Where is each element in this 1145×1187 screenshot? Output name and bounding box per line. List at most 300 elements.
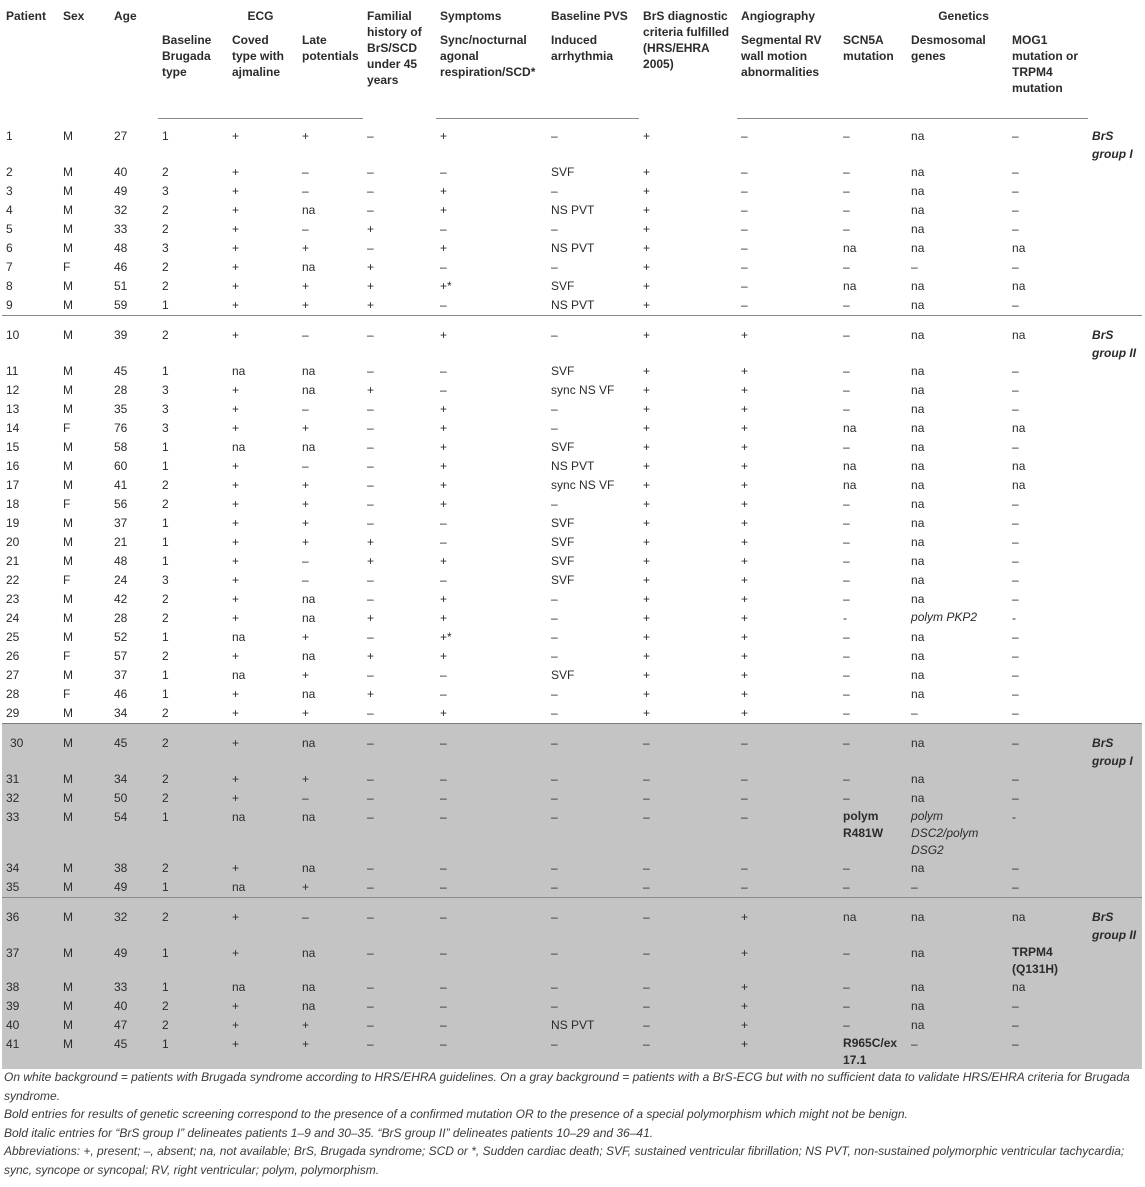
table-cell: – bbox=[839, 770, 907, 789]
table-cell: na bbox=[907, 859, 1008, 878]
col-group-ecg: ECG bbox=[247, 9, 274, 23]
table-cell: + bbox=[440, 648, 448, 663]
col-induced-arrhythmia: Induced arrhythmia bbox=[547, 30, 639, 119]
table-cell: na bbox=[911, 629, 925, 644]
table-cell: 2 bbox=[162, 278, 169, 293]
table-cell: – bbox=[440, 686, 447, 701]
table-cell: + bbox=[302, 477, 310, 492]
table-cell: F bbox=[63, 648, 71, 663]
table-cell: M bbox=[59, 723, 110, 770]
table-cell: 2 bbox=[162, 259, 169, 274]
table-cell: – bbox=[367, 515, 374, 530]
table-cell: 1 bbox=[158, 978, 228, 997]
table-cell: M bbox=[63, 363, 73, 378]
table-cell: + bbox=[440, 591, 448, 606]
table-cell: – bbox=[1008, 789, 1088, 808]
table-cell: na bbox=[911, 401, 925, 416]
table-cell: + bbox=[737, 1035, 839, 1069]
table-row bbox=[2, 315, 1142, 362]
table-cell: 60 bbox=[114, 458, 128, 473]
table-cell: – bbox=[367, 477, 374, 492]
col-coved-ajmaline: Coved type with ajmaline bbox=[228, 30, 298, 119]
table-cell: + bbox=[232, 458, 240, 473]
table-cell: 2 bbox=[162, 202, 169, 217]
table-cell: – bbox=[547, 1035, 639, 1069]
table-cell: – bbox=[440, 259, 447, 274]
table-cell: – bbox=[1012, 648, 1019, 663]
table-cell: – bbox=[547, 723, 639, 770]
table-cell: M bbox=[59, 1035, 110, 1069]
table-cell: – bbox=[551, 686, 558, 701]
table-cell: + bbox=[302, 297, 310, 312]
table-cell: + bbox=[302, 240, 310, 255]
table-cell: – bbox=[363, 978, 436, 997]
table-row bbox=[2, 723, 1142, 770]
table-row bbox=[2, 590, 1142, 609]
table-cell: + bbox=[741, 534, 749, 549]
table-cell: – bbox=[547, 997, 639, 1016]
table-cell: M bbox=[63, 128, 73, 143]
table-cell: M bbox=[63, 591, 73, 606]
table-cell: + bbox=[367, 278, 375, 293]
table-cell: na bbox=[911, 183, 925, 198]
table-row bbox=[2, 277, 1142, 296]
table-cell: – bbox=[367, 572, 374, 587]
table-cell: M bbox=[63, 278, 73, 293]
table-cell: – bbox=[907, 878, 1008, 898]
table-cell: + bbox=[737, 978, 839, 997]
table-cell: + bbox=[643, 297, 651, 312]
table-cell: + bbox=[440, 439, 448, 454]
table-cell: na bbox=[911, 572, 925, 587]
table-row bbox=[2, 609, 1142, 628]
table-cell: – bbox=[639, 997, 737, 1016]
table-cell: na bbox=[911, 458, 925, 473]
table-cell: na bbox=[228, 808, 298, 859]
table-cell: – bbox=[440, 363, 447, 378]
table-cell: NS PVT bbox=[551, 458, 595, 473]
table-cell: 2 bbox=[158, 859, 228, 878]
table-cell: + bbox=[367, 382, 375, 397]
table-cell: na bbox=[911, 382, 925, 397]
table-cell: na bbox=[1012, 240, 1026, 255]
table-cell: 39 bbox=[110, 315, 158, 362]
col-symptoms-sub: Sync/nocturnal agonal respiration/SCD* bbox=[436, 30, 547, 119]
table-cell: 49 bbox=[110, 944, 158, 978]
table-cell: 39 bbox=[2, 997, 59, 1016]
table-cell: + bbox=[643, 591, 651, 606]
group-label: BrS group I bbox=[1088, 723, 1142, 770]
table-cell: + bbox=[643, 572, 651, 587]
table-cell: SVF bbox=[551, 278, 575, 293]
table-cell: + bbox=[643, 705, 651, 720]
table-cell: – bbox=[1012, 496, 1019, 511]
table-cell: – bbox=[843, 202, 850, 217]
table-cell: + bbox=[643, 496, 651, 511]
table-cell: + bbox=[741, 382, 749, 397]
table-cell: na bbox=[907, 315, 1008, 362]
table-row bbox=[2, 296, 1142, 316]
table-cell: na bbox=[1008, 897, 1088, 944]
table-row bbox=[2, 163, 1142, 182]
table-cell: SVF bbox=[551, 164, 575, 179]
table-cell: – bbox=[1012, 221, 1019, 236]
table-cell: – bbox=[737, 770, 839, 789]
table-cell: – bbox=[440, 515, 447, 530]
footnote-abbreviations: Abbreviations: +, present; –, absent; na, not available; BrS, Brugada syndrome; SCD or *, Sudden cardiac death; SVF, sustained ventricular fibrillation; NS PVT, non-sustained polymorphic ventricular tachycardia; sync, syncope or syncopal; RV, right ventricular; polym, polymorphism. bbox=[4, 1144, 1125, 1177]
col-baseline-type: Baseline Brugada type bbox=[158, 30, 228, 119]
col-criteria: BrS diagnostic criteria fulfilled (HRS/EHRA 2005) bbox=[643, 9, 730, 71]
table-cell: + bbox=[302, 496, 310, 511]
table-cell: + bbox=[741, 686, 749, 701]
table-cell: – bbox=[843, 553, 850, 568]
table-cell: 2 bbox=[158, 1016, 228, 1035]
table-row bbox=[2, 997, 1142, 1016]
table-cell: 34 bbox=[114, 705, 128, 720]
table-cell: – bbox=[1012, 259, 1019, 274]
table-cell: – bbox=[741, 221, 748, 236]
table-cell: na bbox=[907, 944, 1008, 978]
table-cell: + bbox=[367, 553, 375, 568]
table-cell: na bbox=[911, 591, 925, 606]
table-cell: – bbox=[843, 629, 850, 644]
table-cell: – bbox=[436, 1016, 547, 1035]
table-cell: 46 bbox=[114, 686, 128, 701]
table-cell: 15 bbox=[6, 439, 20, 454]
table-cell: + bbox=[440, 420, 448, 435]
table-cell: – bbox=[363, 1035, 436, 1069]
table-cell: – bbox=[639, 808, 737, 859]
table-cell: – bbox=[639, 789, 737, 808]
table-row bbox=[2, 808, 1142, 859]
table-cell: – bbox=[363, 770, 436, 789]
table-cell: NS PVT bbox=[551, 297, 595, 312]
table-cell: na bbox=[1008, 978, 1088, 997]
table-row bbox=[2, 944, 1142, 978]
table-cell: + bbox=[639, 315, 737, 362]
table-cell: – bbox=[363, 808, 436, 859]
table-cell: 2 bbox=[162, 705, 169, 720]
table-cell: – bbox=[298, 897, 363, 944]
table-row bbox=[2, 201, 1142, 220]
table-cell: F bbox=[63, 496, 71, 511]
table-row bbox=[2, 571, 1142, 590]
table-cell: 18 bbox=[6, 496, 20, 511]
table-cell: 2 bbox=[158, 770, 228, 789]
table-cell: + bbox=[302, 129, 310, 143]
table-cell: SVF bbox=[551, 534, 575, 549]
table-cell: 40 bbox=[2, 1016, 59, 1035]
table-cell: + bbox=[232, 591, 240, 606]
table-cell: na bbox=[911, 496, 925, 511]
table-cell: 54 bbox=[110, 808, 158, 859]
col-mog1-trpm4: MOG1 mutation or TRPM4 mutation bbox=[1008, 30, 1088, 119]
table-cell: – bbox=[436, 897, 547, 944]
table-cell: – bbox=[737, 723, 839, 770]
table-cell: 33 bbox=[2, 808, 59, 859]
table-cell: + bbox=[741, 667, 749, 682]
table-cell: 1 bbox=[158, 878, 228, 898]
table-cell: – bbox=[1012, 534, 1019, 549]
table-cell: F bbox=[63, 420, 71, 435]
table-cell: R965C/ex 17.1 bbox=[839, 1035, 907, 1069]
table-cell: 1 bbox=[162, 686, 169, 701]
table-cell: 28 bbox=[114, 610, 128, 625]
table-cell: na bbox=[911, 648, 925, 663]
table-cell: na bbox=[232, 363, 246, 378]
table-cell: – bbox=[843, 496, 850, 511]
table-cell: + bbox=[643, 629, 651, 644]
table-cell: – bbox=[839, 978, 907, 997]
table-cell: 2 bbox=[162, 164, 169, 179]
table-cell: 3 bbox=[162, 572, 169, 587]
table-cell: + bbox=[232, 705, 240, 720]
table-cell: M bbox=[63, 164, 73, 179]
table-footnotes bbox=[4, 1068, 1140, 1179]
table-cell: 3 bbox=[162, 183, 169, 198]
table-cell: 4 bbox=[6, 202, 13, 217]
table-cell: – bbox=[843, 572, 850, 587]
table-row bbox=[2, 381, 1142, 400]
table-cell: 1 bbox=[6, 128, 13, 143]
table-cell: + bbox=[737, 897, 839, 944]
table-cell: 1 bbox=[162, 553, 169, 568]
table-cell: 1 bbox=[162, 629, 169, 644]
table-cell: na bbox=[1012, 458, 1026, 473]
table-cell: 34 bbox=[2, 859, 59, 878]
table-cell: + bbox=[741, 553, 749, 568]
table-cell: polym R481W bbox=[839, 808, 907, 859]
table-cell: + bbox=[228, 1035, 298, 1069]
table-cell: na bbox=[911, 129, 925, 143]
table-cell: na bbox=[302, 259, 316, 274]
table-cell: 33 bbox=[110, 978, 158, 997]
table-cell: – bbox=[1012, 363, 1019, 378]
group-label: BrS group II bbox=[1088, 315, 1142, 362]
table-cell: – bbox=[436, 859, 547, 878]
table-cell: – bbox=[843, 515, 850, 530]
table-cell: – bbox=[547, 859, 639, 878]
table-cell: 28 bbox=[6, 686, 20, 701]
table-cell: – bbox=[551, 629, 558, 644]
table-cell: + bbox=[228, 897, 298, 944]
table-cell: – bbox=[1012, 629, 1019, 644]
table-cell: – bbox=[440, 572, 447, 587]
table-cell: + bbox=[298, 1016, 363, 1035]
table-row bbox=[2, 1035, 1142, 1069]
table-cell: na bbox=[911, 439, 925, 454]
table-cell: 2 bbox=[158, 723, 228, 770]
table-cell: na bbox=[911, 278, 925, 293]
table-cell: – bbox=[363, 789, 436, 808]
table-cell: – bbox=[639, 897, 737, 944]
table-cell: 46 bbox=[114, 259, 128, 274]
table-cell: M bbox=[63, 477, 73, 492]
table-cell: na bbox=[302, 648, 316, 663]
table-cell: F bbox=[63, 572, 71, 587]
table-cell: na bbox=[302, 382, 316, 397]
table-cell: – bbox=[367, 705, 374, 720]
table-cell: 27 bbox=[114, 128, 128, 143]
table-cell: 45 bbox=[110, 1035, 158, 1069]
table-cell: – bbox=[741, 183, 748, 198]
table-row bbox=[2, 400, 1142, 419]
table-cell: – bbox=[440, 297, 447, 312]
table-cell: – bbox=[298, 789, 363, 808]
col-sex: Sex bbox=[63, 9, 85, 23]
table-cell: SVF bbox=[551, 572, 575, 587]
table-cell: M bbox=[59, 997, 110, 1016]
table-cell: – bbox=[839, 859, 907, 878]
table-cell: – bbox=[843, 221, 850, 236]
table-cell: M bbox=[63, 458, 73, 473]
table-cell: – bbox=[843, 259, 850, 274]
table-cell: na bbox=[1012, 477, 1026, 492]
table-cell: – bbox=[639, 1016, 737, 1035]
table-cell: – bbox=[367, 458, 374, 473]
table-cell: M bbox=[59, 978, 110, 997]
table-cell: 34 bbox=[110, 770, 158, 789]
table-row bbox=[2, 362, 1142, 381]
table-cell: – bbox=[367, 439, 374, 454]
table-cell: F bbox=[63, 686, 71, 701]
table-cell: – bbox=[367, 363, 374, 378]
table-cell: – bbox=[839, 997, 907, 1016]
table-row bbox=[2, 258, 1142, 277]
table-cell: – bbox=[843, 164, 850, 179]
table-cell: F bbox=[63, 259, 71, 274]
table-cell: + bbox=[440, 129, 448, 143]
table-cell: + bbox=[643, 401, 651, 416]
table-cell: 25 bbox=[6, 629, 20, 644]
table-cell: + bbox=[232, 534, 240, 549]
table-cell: – bbox=[363, 859, 436, 878]
table-cell: M bbox=[63, 221, 73, 236]
table-cell: 1 bbox=[162, 515, 169, 530]
table-cell: TRPM4 (Q131H) bbox=[1008, 944, 1088, 978]
table-cell: – bbox=[302, 572, 309, 587]
table-cell: – bbox=[907, 1035, 1008, 1069]
table-cell: na bbox=[907, 770, 1008, 789]
table-cell: – bbox=[547, 897, 639, 944]
table-cell: + bbox=[643, 686, 651, 701]
table-cell: – bbox=[547, 808, 639, 859]
table-row bbox=[2, 685, 1142, 704]
table-cell: – bbox=[1012, 183, 1019, 198]
table-cell: 6 bbox=[6, 240, 13, 255]
col-angio: Angiography bbox=[741, 9, 816, 23]
table-cell: + bbox=[643, 164, 651, 179]
table-cell: 1 bbox=[158, 1035, 228, 1069]
table-cell: M bbox=[63, 439, 73, 454]
table-cell: – bbox=[1012, 129, 1019, 143]
table-cell: 9 bbox=[6, 297, 13, 312]
table-cell: na bbox=[302, 591, 316, 606]
table-cell: – bbox=[741, 129, 748, 143]
table-row bbox=[2, 859, 1142, 878]
table-cell: M bbox=[63, 240, 73, 255]
table-cell: 1 bbox=[162, 667, 169, 682]
table-cell: + bbox=[741, 629, 749, 644]
table-cell: na bbox=[302, 610, 316, 625]
table-cell: – bbox=[1012, 686, 1019, 701]
table-cell: na bbox=[907, 723, 1008, 770]
table-cell: – bbox=[367, 496, 374, 511]
table-cell: – bbox=[839, 315, 907, 362]
table-cell: + bbox=[440, 240, 448, 255]
table-cell: – bbox=[737, 808, 839, 859]
table-cell: 3 bbox=[162, 382, 169, 397]
table-row bbox=[2, 476, 1142, 495]
table-cell: – bbox=[1012, 705, 1019, 720]
table-cell: – bbox=[1008, 723, 1088, 770]
table-cell: – bbox=[547, 770, 639, 789]
table-row bbox=[2, 495, 1142, 514]
footnote-groups: Bold italic entries for “BrS group I” delineates patients 1–9 and 30–35. “BrS group II” delineates patients 10–29 and 36–41. bbox=[4, 1125, 654, 1140]
table-cell: polym DSC2/polym DSG2 bbox=[907, 808, 1008, 859]
table-cell: – bbox=[1012, 164, 1019, 179]
table-cell: na bbox=[911, 420, 925, 435]
table-cell: na bbox=[228, 878, 298, 898]
table-cell: + bbox=[436, 315, 547, 362]
table-cell: + bbox=[643, 128, 651, 143]
table-cell: 45 bbox=[114, 363, 128, 378]
table-cell: +* bbox=[440, 278, 452, 293]
table-cell: – bbox=[367, 128, 374, 143]
table-cell: – bbox=[363, 878, 436, 898]
table-cell: + bbox=[228, 723, 298, 770]
table-cell: – bbox=[741, 278, 748, 293]
col-group-genetics: Genetics bbox=[938, 9, 989, 23]
table-cell: na bbox=[302, 363, 316, 378]
table-cell: + bbox=[643, 515, 651, 530]
table-cell: M bbox=[63, 382, 73, 397]
table-cell: 36 bbox=[2, 897, 59, 944]
table-cell: – bbox=[639, 770, 737, 789]
table-cell: 76 bbox=[114, 420, 128, 435]
table-cell: + bbox=[741, 420, 749, 435]
table-cell: M bbox=[59, 789, 110, 808]
table-cell: 10 bbox=[2, 315, 59, 362]
table-cell: – bbox=[436, 944, 547, 978]
table-cell: + bbox=[232, 610, 240, 625]
table-cell: 2 bbox=[158, 789, 228, 808]
table-cell: – bbox=[1008, 1035, 1088, 1069]
table-cell: – bbox=[737, 878, 839, 898]
table-cell: – bbox=[363, 315, 436, 362]
table-cell: 28 bbox=[114, 382, 128, 397]
table-cell: – bbox=[367, 240, 374, 255]
table-cell: – bbox=[1008, 859, 1088, 878]
table-cell: + bbox=[741, 648, 749, 663]
table-cell: na bbox=[298, 944, 363, 978]
table-cell: – bbox=[1012, 553, 1019, 568]
table-cell: na bbox=[911, 363, 925, 378]
table-cell: M bbox=[63, 202, 73, 217]
table-cell: 5 bbox=[6, 221, 13, 236]
table-cell: + bbox=[737, 997, 839, 1016]
table-cell: na bbox=[232, 439, 246, 454]
table-cell: 2 bbox=[158, 997, 228, 1016]
table-cell: + bbox=[232, 221, 240, 236]
table-cell: – bbox=[1012, 382, 1019, 397]
table-cell: 35 bbox=[114, 401, 128, 416]
table-cell: + bbox=[741, 363, 749, 378]
table-cell: M bbox=[63, 629, 73, 644]
table-cell: – bbox=[741, 202, 748, 217]
table-cell: – bbox=[363, 997, 436, 1016]
table-cell: – bbox=[436, 808, 547, 859]
